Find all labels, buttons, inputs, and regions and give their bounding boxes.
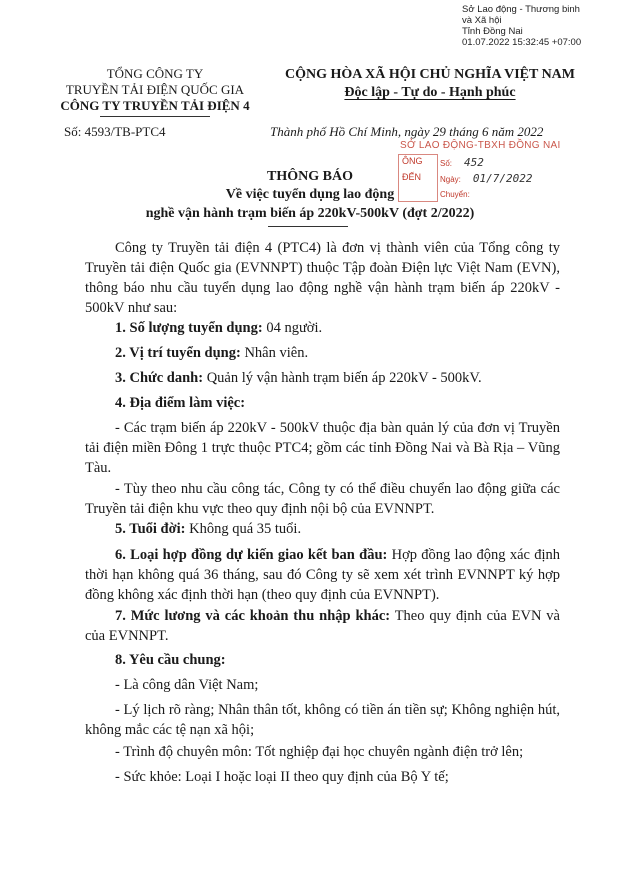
section-3-label: 3. Chức danh: (115, 370, 204, 386)
digital-signature-stamp (462, 4, 612, 48)
section-4-paragraph-1: - Các trạm biến áp 220kV - 500kV thuộc địa bàn quản lý của đơn vị Truyền tải điện miền Đông 1 trực thuộc PTC4; gồm các tỉnh Đồng Nai và Bà Rịa – Vũng Tàu. (85, 420, 560, 476)
national-header (280, 66, 580, 102)
section-2-label: 2. Vị trí tuyển dụng: (115, 345, 241, 361)
section-1-label: 1. Số lượng tuyển dụng: (115, 320, 263, 336)
national-motto: Độc lập - Tự do - Hạnh phúc (344, 85, 516, 100)
requirement-background: - Lý lịch rõ ràng; Nhân thân tốt, không có tiền án tiền sự; Không nghiện hút, không mắc các tệ nạn xã hội; (85, 702, 560, 738)
section-5-value: Không quá 35 tuổi. (185, 521, 302, 537)
section-4-label: 4. Địa điểm làm việc: (115, 395, 246, 411)
signature-line-1: Sở Lao động - Thương binh (462, 4, 580, 15)
stamp-number-value: 452 (464, 156, 484, 169)
section-4-paragraph-2: - Tùy theo nhu cầu công tác, Công ty có thể điều chuyển lao động giữa các Truyền tải điện khu vực theo quy định nội bộ của EVNNPT. (85, 481, 560, 517)
section-8-label: 8. Yêu cầu chung: (115, 652, 226, 668)
section-5 (115, 519, 301, 539)
stamp-date-value: 01/7/2022 (472, 172, 533, 185)
section-6 (85, 545, 560, 605)
signature-timestamp: 01.07.2022 15:32:45 +07:00 (462, 37, 582, 48)
section-2 (115, 343, 308, 363)
section-1-value: 04 người. (262, 320, 323, 336)
notice-subject-2: nghề vận hành trạm biến áp 220kV-500kV (đợt 2/2022) (145, 206, 475, 221)
stamp-transfer-label: Chuyển: (440, 190, 470, 199)
section-7-value: Theo quy định của EVN và của EVNNPT. (85, 608, 560, 644)
title-underline (268, 226, 348, 227)
stamp-title: SỞ LAO ĐỘNG-TBXH ĐỒNG NAI (400, 140, 561, 151)
intro-paragraph: Công ty Truyền tải điện 4 (PTC4) là đơn vị thành viên của Tổng công ty Truyền tải điện Quốc gia (EVNNPT) thuộc Tập đoàn Điện lực Việt Nam (EVN), thông báo nhu cầu tuyển dụng lao động nghề vận hành trạm biến áp 220kV - 500kV như sau: (85, 240, 560, 316)
section-7 (85, 606, 560, 646)
section-4 (115, 393, 245, 413)
section-7-label: 7. Mức lương và các khoản thu nhập khác: (115, 608, 391, 624)
requirement-health: - Sức khỏe: Loại I hoặc loại II theo quy định của Bộ Y tế; (115, 769, 449, 785)
stamp-date-label: Ngày: (440, 175, 461, 184)
section-3-value: Quản lý vận hành trạm biến áp 220kV - 500kV. (203, 370, 482, 386)
notice-title: THÔNG BÁO (267, 169, 353, 184)
section-6-label: 6. Loại hợp đồng dự kiến giao kết ban đầu: (115, 547, 388, 563)
stamp-side-2: ĐẾN (402, 172, 422, 182)
section-2-value: Nhân viên. (240, 345, 309, 361)
signature-line-2: và Xã hội (462, 15, 502, 26)
signature-line-3: Tỉnh Đồng Nai (462, 26, 523, 37)
place-date: Thành phố Hồ Chí Minh, ngày 29 tháng 6 năm 2022 (270, 124, 544, 139)
issuer-name: CÔNG TY TRUYỀN TẢI ĐIỆN 4 (60, 98, 250, 113)
section-1 (115, 318, 322, 338)
issuer-block (60, 66, 250, 114)
section-3 (115, 368, 482, 388)
section-5-label: 5. Tuổi đời: (115, 521, 186, 537)
notice-subject-1: Về việc tuyển dụng lao động (225, 187, 395, 202)
issuer-line-2: TRUYỀN TẢI ĐIỆN QUỐC GIA (65, 82, 245, 97)
issuer-line-1: TỔNG CÔNG TY (106, 66, 204, 81)
national-title: CỘNG HÒA XÃ HỘI CHỦ NGHĨA VIỆT NAM (284, 67, 575, 82)
section-6-value: Hợp đồng lao động xác định thời hạn không quá 36 tháng, sau đó Công ty sẽ xem xét trình EVNNPT ký hợp đồng không xác định thời hạn (theo quy định của EVNNPT). (85, 547, 560, 603)
requirement-citizenship: - Là công dân Việt Nam; (115, 677, 259, 693)
document-number: Số: 4593/TB-PTC4 (64, 124, 166, 139)
requirement-education: - Trình độ chuyên môn: Tốt nghiệp đại học chuyên ngành điện trở lên; (115, 744, 524, 760)
header-divider (100, 116, 210, 117)
stamp-side-1: ÔNG (402, 156, 423, 166)
section-8 (115, 650, 226, 670)
stamp-number-label: Số: (440, 159, 453, 168)
